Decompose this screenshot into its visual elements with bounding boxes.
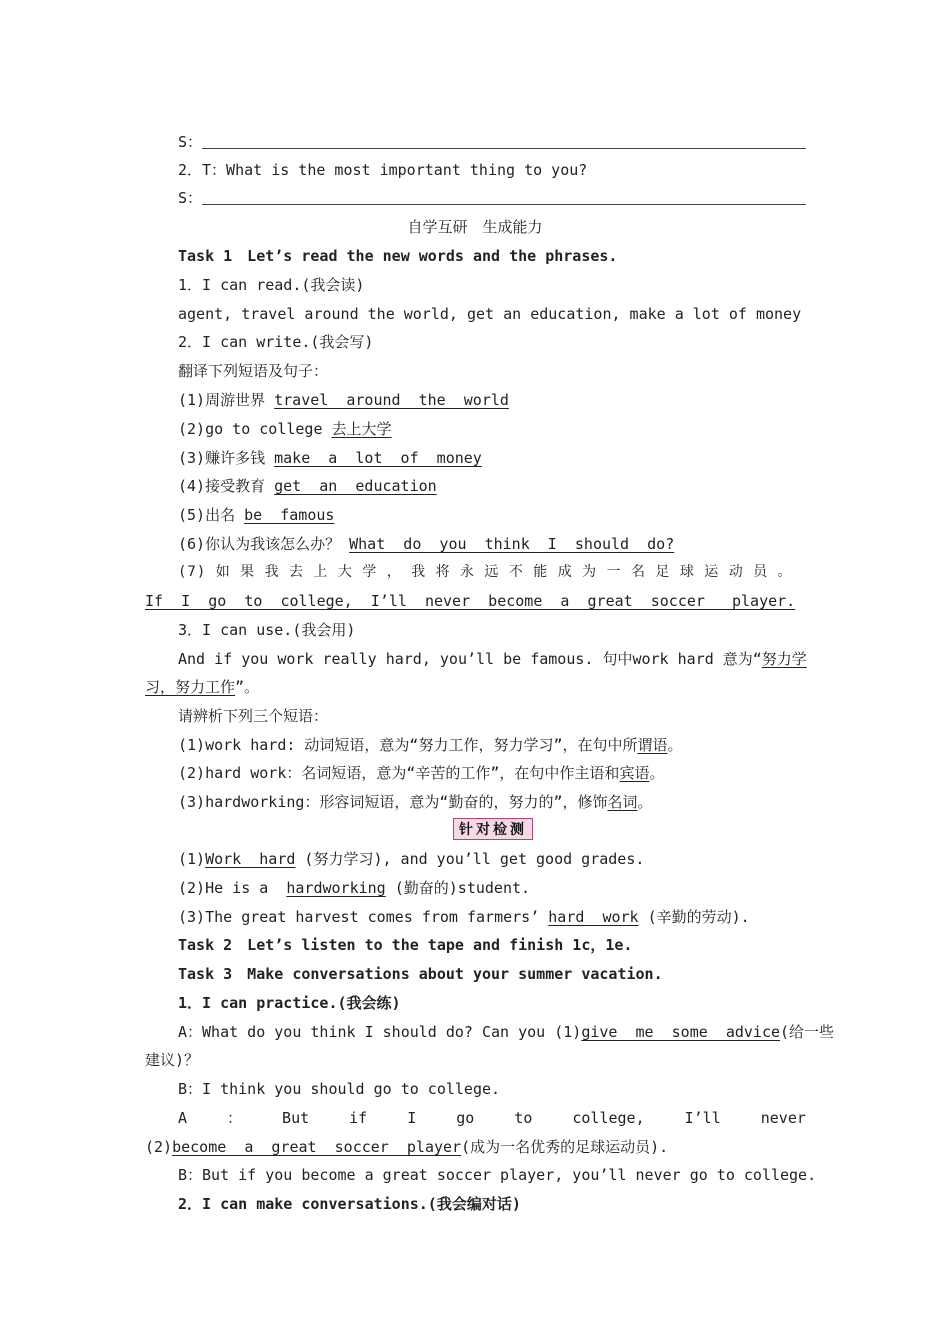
dialog-a1 [178, 1022, 834, 1042]
item-prefix: (6)你认为我该怎么办？ [178, 535, 350, 553]
check-post: (勤奋的)student. [385, 879, 531, 897]
item-answer: What do you think I should do? [349, 535, 675, 553]
task1-title: Task 1 Let’s read the new words and the phrases. [178, 247, 618, 265]
a2-word: never [760, 1109, 806, 1127]
question-2: 2．T：What is the most important thing to you? [178, 161, 588, 179]
item-prefix: (4)接受教育 [178, 477, 275, 495]
check-pre: (3)The great harvest comes from farmers’ [178, 908, 549, 926]
check-post: (辛勤的劳动). [638, 908, 750, 926]
a2-word: But [282, 1109, 310, 1127]
dialog-a2-line [178, 1108, 806, 1128]
item-answer: travel around the world [274, 391, 509, 409]
d-end: 。 [637, 793, 653, 811]
item-answer: make a lot of money [274, 449, 482, 467]
s2-label: S： [178, 189, 203, 207]
use-answer-a: 努力学 [761, 650, 807, 668]
translate-item [178, 505, 334, 525]
d-answer: 名词 [607, 793, 638, 811]
check-item [178, 878, 530, 898]
a2-word: college, [572, 1109, 645, 1127]
dialog-b2: B：But if you become a great soccer player, you’ll never go to college. [178, 1166, 817, 1184]
check-pre: (1) [178, 850, 206, 868]
translate-item [178, 419, 392, 439]
item-prefix: (1)周游世界 [178, 391, 275, 409]
use-answer-b: 习，努力工作 [145, 678, 236, 696]
use-label: 3．I can use.(我会用) [178, 621, 356, 639]
item-prefix: (3)赚许多钱 [178, 449, 275, 467]
item-prefix: (5)出名 [178, 506, 245, 524]
dialog-a1-cont: 建议)？ [145, 1051, 200, 1069]
translate-item [178, 476, 437, 496]
use-text-cont [145, 677, 259, 697]
practice-label: 1．I can practice.(我会练) [178, 994, 401, 1012]
item-answer: get an education [274, 477, 437, 495]
read-words: agent, travel around the world, get an education, make a lot of money [178, 305, 802, 323]
translate-item [178, 448, 482, 468]
d-text: (2)hard work：名词短语，意为“辛苦的工作”，在句中作主语和 [178, 764, 620, 782]
check-pre: (2)He is a [178, 879, 287, 897]
distinguish-item [178, 763, 664, 783]
d-answer: 谓语 [637, 736, 668, 754]
a2-word: ： [227, 1109, 243, 1127]
dialog-a2-cont [145, 1137, 668, 1157]
translate-item [178, 534, 674, 554]
check-item [178, 907, 750, 927]
check-answer: hard work [548, 908, 639, 926]
a1-post: (给一些 [780, 1023, 835, 1041]
a1-pre: A：What do you think I should do? Can you (1) [178, 1023, 582, 1041]
a2-pre: (2) [145, 1138, 173, 1156]
item-7-answer: If I go to college, I’ll never become a great soccer player. [145, 592, 796, 610]
check-badge: 针对检测 [453, 818, 533, 840]
a2-answer: become a great soccer player [172, 1138, 462, 1156]
use-text-a: And if you work really hard, you’ll be famous. 句中work hard 意为“ [178, 650, 762, 668]
s1-label: S： [178, 133, 203, 151]
check-item [178, 849, 644, 869]
d-answer: 宾语 [619, 764, 650, 782]
dialog-b1: B：I think you should go to college. [178, 1080, 501, 1098]
translate-prompt: 翻译下列短语及句子： [178, 362, 329, 380]
a2-word: if [349, 1109, 368, 1127]
conversation-label: 2．I can make conversations.(我会编对话) [178, 1195, 521, 1213]
a2-word: A [178, 1109, 188, 1127]
d-end: 。 [667, 736, 683, 754]
distinguish-item [178, 792, 653, 812]
task3-title: Task 3 Make conversations about your summer vacation. [178, 965, 663, 983]
distinguish-item [178, 735, 683, 755]
check-answer: hardworking [286, 879, 386, 897]
answer-line[interactable] [202, 204, 806, 205]
item-7-question: (7) 如 果 我 去 上 大 学 ， 我 将 永 远 不 能 成 为 一 名 足 球 运 动 员 。 [178, 564, 793, 580]
a2-word: I’ll [684, 1109, 721, 1127]
a1-answer: give me some advice [581, 1023, 781, 1041]
d-end: 。 [649, 764, 665, 782]
use-text [178, 649, 807, 669]
translate-item [178, 390, 509, 410]
read-label: 1．I can read.(我会读) [178, 276, 365, 294]
section-title: 自学互研 生成能力 [407, 218, 543, 236]
use-text-b: ”。 [235, 678, 260, 696]
check-answer: Work hard [205, 850, 296, 868]
a2-word: to [514, 1109, 533, 1127]
a2-word: go [456, 1109, 475, 1127]
answer-line[interactable] [202, 148, 806, 149]
d-text: (1)work hard: 动词短语，意为“努力工作，努力学习”，在句中所 [178, 736, 638, 754]
check-post: (努力学习), and you’ll get good grades. [295, 850, 645, 868]
d-text: (3)hardworking：形容词短语，意为“勤奋的，努力的”，修饰 [178, 793, 608, 811]
task2-title: Task 2 Let’s listen to the tape and finish 1c，1e. [178, 936, 633, 954]
a2-word: I [407, 1109, 417, 1127]
distinguish-prompt: 请辨析下列三个短语： [178, 707, 329, 725]
write-label: 2．I can write.(我会写) [178, 333, 374, 351]
item-answer: be famous [244, 506, 335, 524]
a2-post: (成为一名优秀的足球运动员). [461, 1138, 669, 1156]
item-answer: 去上大学 [331, 420, 392, 438]
item-prefix: (2)go to college [178, 420, 332, 438]
